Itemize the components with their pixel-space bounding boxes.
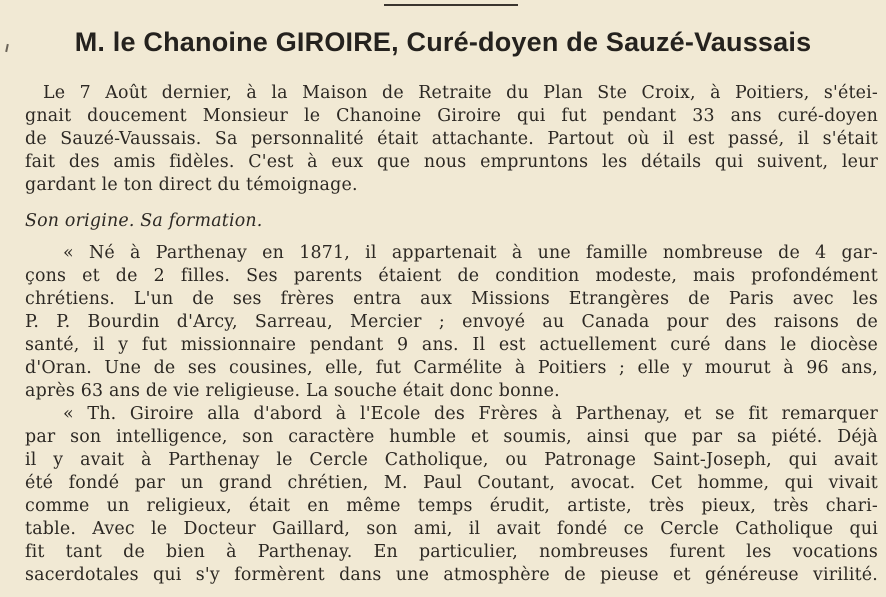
paragraph-line: « Né à Parthenay en 1871, il appartenait à une famille nombreuse de 4 gar- bbox=[63, 243, 878, 263]
paragraph-line: sacerdotales qui s'y formèrent dans une atmosphère de pieuse et généreuse virilité. bbox=[25, 565, 878, 585]
paragraph-line: il y avait à Parthenay le Cercle Catholique, ou Patronage Saint-Joseph, qui avait bbox=[25, 450, 878, 470]
paragraph-line: chrétiens. L'un de ses frères entra aux Missions Etrangères de Paris avec les bbox=[25, 289, 878, 309]
paragraph-line: comme un religieux, était en même temps érudit, artiste, très pieux, très chari- bbox=[25, 496, 878, 516]
paragraph-line: d'Oran. Une de ses cousines, elle, fut Carmélite à Poitiers ; elle y mourut à 96 ans, bbox=[25, 358, 878, 378]
paragraph-line: fit tant de bien à Parthenay. En particulier, nombreuses furent les vocations bbox=[25, 542, 878, 562]
paragraph-line: P. P. Bourdin d'Arcy, Sarreau, Mercier ; envoyé au Canada pour des raisons de bbox=[25, 312, 878, 332]
section-heading: Son origine. Sa formation. bbox=[25, 211, 263, 231]
paragraph-line: après 63 ans de vie religieuse. La souche était donc bonne. bbox=[25, 381, 560, 401]
intro-line: Le 7 Août dernier, à la Maison de Retraite du Plan Ste Croix, à Poitiers, s'étei- bbox=[43, 83, 878, 103]
paragraph-line: table. Avec le Docteur Gaillard, son ami, il avait fondé ce Cercle Catholique qui bbox=[25, 519, 878, 539]
intro-line: fait des amis fidèles. C'est à eux que nous empruntons les détails qui suivent, leur bbox=[25, 152, 878, 172]
paragraph-line: santé, il y fut missionnaire pendant 9 ans. Il est actuellement curé dans le diocèse bbox=[25, 335, 878, 355]
intro-line: gnait doucement Monsieur le Chanoine Giroire qui fut pendant 33 ans curé-doyen bbox=[25, 106, 878, 126]
intro-line: gardant le ton direct du témoignage. bbox=[25, 175, 358, 195]
paragraph-line: çons et de 2 filles. Ses parents étaient de condition modeste, mais profondément bbox=[25, 266, 878, 286]
paragraph-line: été fondé par un grand chrétien, M. Paul Coutant, avocat. Cet homme, qui vivait bbox=[25, 473, 878, 493]
paragraph-line: par son intelligence, son caractère humble et soumis, ainsi que par sa piété. Déjà bbox=[25, 427, 878, 447]
article-title: M. le Chanoine GIROIRE, Curé-doyen de Sauzé-Vaussais bbox=[74, 27, 812, 57]
paragraph-line: « Th. Giroire alla d'abord à l'Ecole des Frères à Parthenay, et se fit remarquer bbox=[63, 404, 878, 424]
intro-line: de Sauzé-Vaussais. Sa personnalité était attachante. Partout où il est passé, il s'était bbox=[25, 129, 878, 149]
top-rule bbox=[384, 4, 518, 6]
